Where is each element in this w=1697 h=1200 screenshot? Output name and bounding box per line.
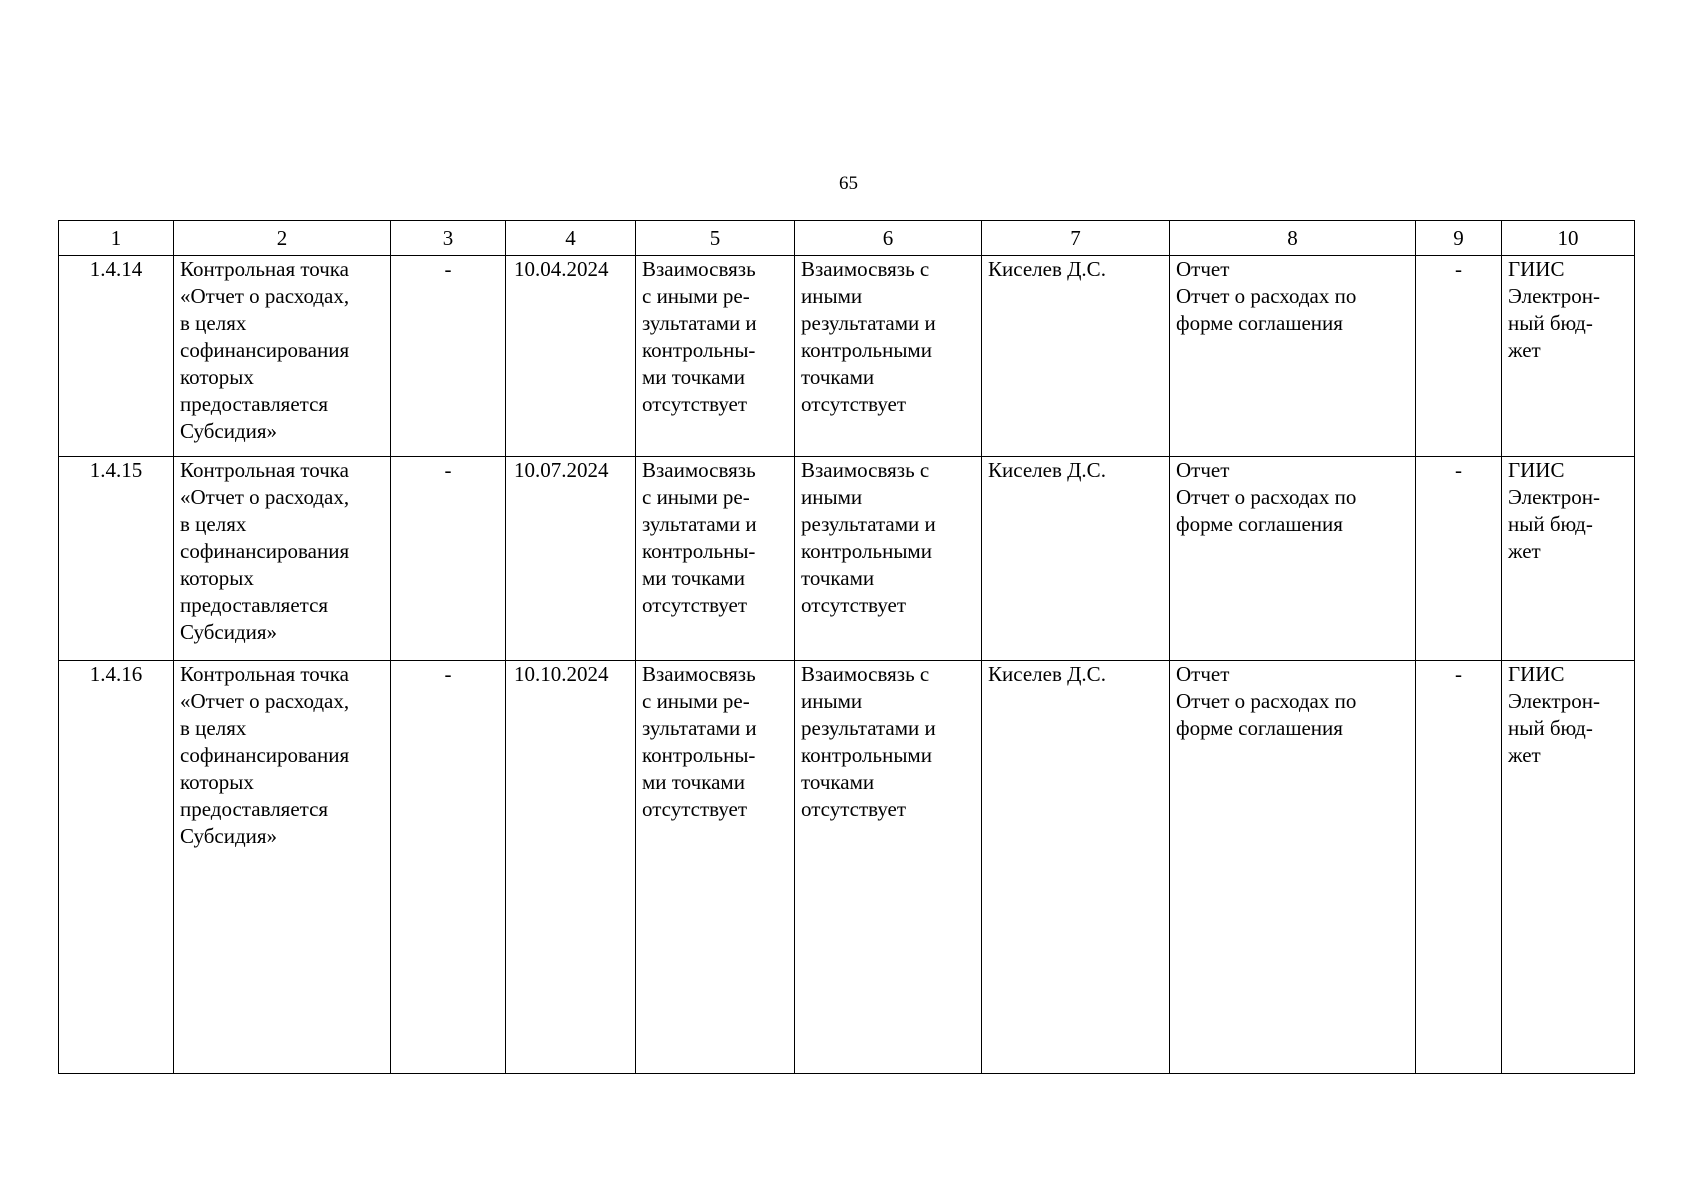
column-header-2: 2 [174, 221, 391, 256]
cell-line: в целях [180, 311, 247, 335]
cell-line: Контрольная точка [180, 662, 350, 686]
cell-line: результатами и [801, 311, 936, 335]
cell-line: отсутствует [642, 593, 748, 617]
cell-line: ГИИС [1508, 662, 1565, 686]
cell-line: с иными ре- [642, 485, 750, 509]
cell-line: ГИИС [1508, 458, 1565, 482]
cell-line: контрольны- [642, 743, 756, 767]
cell-line: «Отчет о расходах, [180, 284, 350, 308]
cell-line: софинансирования [180, 338, 350, 362]
row-number-cell: 1.4.15 [59, 457, 174, 661]
cell-line: форме соглашения [1176, 311, 1343, 335]
column-header-9: 9 [1416, 221, 1502, 256]
cell-line: Отчет о расходах по [1176, 689, 1357, 713]
column-9-cell: - [1416, 661, 1502, 1074]
cell-line: контрольны- [642, 539, 756, 563]
cell-line: отсутствует [801, 392, 907, 416]
responsible-cell: Киселев Д.С. [982, 661, 1170, 1074]
cell-line: отсутствует [642, 392, 748, 416]
cell-line: ми точками [642, 365, 745, 389]
system-cell [1502, 256, 1635, 457]
cell-line: Контрольная точка [180, 257, 350, 281]
cell-line: точками [801, 770, 875, 794]
cell-line: софинансирования [180, 539, 350, 563]
column-3-cell: - [391, 457, 506, 661]
date-cell: 10.04.2024 [506, 256, 636, 457]
row-number-cell: 1.4.14 [59, 256, 174, 457]
row-number-cell: 1.4.16 [59, 661, 174, 1074]
column-header-8: 8 [1170, 221, 1416, 256]
system-cell [1502, 457, 1635, 661]
cell-line: Взаимосвязь [642, 257, 756, 281]
responsible-cell: Киселев Д.С. [982, 256, 1170, 457]
table-row [59, 661, 1635, 1074]
cell-line: Взаимосвязь [642, 458, 756, 482]
cell-line: ный бюд- [1508, 512, 1593, 536]
relation-next-cell [795, 256, 982, 457]
cell-line: иными [801, 689, 863, 713]
column-3-cell: - [391, 661, 506, 1074]
cell-line: Отчет [1176, 662, 1230, 686]
cell-line: Электрон- [1508, 284, 1600, 308]
cell-line: результатами и [801, 512, 936, 536]
milestones-table [58, 220, 1635, 1074]
milestone-name-cell [174, 661, 391, 1074]
cell-line: Субсидия» [180, 419, 278, 443]
milestone-name-cell [174, 457, 391, 661]
cell-line: в целях [180, 512, 247, 536]
cell-line: предоставляется [180, 392, 329, 416]
cell-line: контрольны- [642, 338, 756, 362]
cell-line: Взаимосвязь с [801, 458, 930, 482]
cell-line: ный бюд- [1508, 716, 1593, 740]
relation-prev-cell [636, 256, 795, 457]
cell-line: Контрольная точка [180, 458, 350, 482]
cell-line: отсутствует [801, 593, 907, 617]
cell-line: ми точками [642, 770, 745, 794]
cell-line: жет [1508, 743, 1541, 767]
system-cell [1502, 661, 1635, 1074]
cell-line: жет [1508, 338, 1541, 362]
cell-line: Субсидия» [180, 620, 278, 644]
column-header-4: 4 [506, 221, 636, 256]
cell-line: ный бюд- [1508, 311, 1593, 335]
cell-line: Электрон- [1508, 689, 1600, 713]
cell-line: жет [1508, 539, 1541, 563]
document-cell [1170, 661, 1416, 1074]
column-header-10: 10 [1502, 221, 1635, 256]
cell-line: иными [801, 284, 863, 308]
column-header-1: 1 [59, 221, 174, 256]
cell-line: Электрон- [1508, 485, 1600, 509]
responsible-cell: Киселев Д.С. [982, 457, 1170, 661]
table-row [59, 457, 1635, 661]
cell-line: софинансирования [180, 743, 350, 767]
cell-line: зультатами и [642, 716, 757, 740]
cell-line: с иными ре- [642, 284, 750, 308]
cell-line: Взаимосвязь с [801, 257, 930, 281]
cell-line: с иными ре- [642, 689, 750, 713]
cell-line: форме соглашения [1176, 716, 1343, 740]
column-9-cell: - [1416, 457, 1502, 661]
cell-line: ГИИС [1508, 257, 1565, 281]
cell-line: Субсидия» [180, 824, 278, 848]
cell-line: контрольными [801, 539, 932, 563]
document-cell [1170, 256, 1416, 457]
date-cell: 10.10.2024 [506, 661, 636, 1074]
column-header-6: 6 [795, 221, 982, 256]
table-header-row [59, 221, 1635, 256]
document-cell [1170, 457, 1416, 661]
page-number: 65 [839, 173, 858, 194]
cell-line: зультатами и [642, 512, 757, 536]
cell-line: Взаимосвязь [642, 662, 756, 686]
cell-line: Отчет о расходах по [1176, 284, 1357, 308]
relation-next-cell [795, 457, 982, 661]
cell-line: предоставляется [180, 593, 329, 617]
table-row [59, 256, 1635, 457]
cell-line: зультатами и [642, 311, 757, 335]
cell-line: результатами и [801, 716, 936, 740]
cell-line: ми точками [642, 566, 745, 590]
cell-line: которых [180, 365, 254, 389]
relation-next-cell [795, 661, 982, 1074]
cell-line: контрольными [801, 743, 932, 767]
cell-line: в целях [180, 716, 247, 740]
cell-line: форме соглашения [1176, 512, 1343, 536]
column-header-7: 7 [982, 221, 1170, 256]
cell-line: отсутствует [642, 797, 748, 821]
cell-line: Отчет [1176, 257, 1230, 281]
cell-line: контрольными [801, 338, 932, 362]
date-cell: 10.07.2024 [506, 457, 636, 661]
milestone-name-cell [174, 256, 391, 457]
cell-line: предоставляется [180, 797, 329, 821]
cell-line: «Отчет о расходах, [180, 485, 350, 509]
cell-line: точками [801, 566, 875, 590]
column-3-cell: - [391, 256, 506, 457]
cell-line: которых [180, 770, 254, 794]
column-header-5: 5 [636, 221, 795, 256]
cell-line: Отчет о расходах по [1176, 485, 1357, 509]
cell-line: иными [801, 485, 863, 509]
cell-line: которых [180, 566, 254, 590]
cell-line: «Отчет о расходах, [180, 689, 350, 713]
column-header-3: 3 [391, 221, 506, 256]
cell-line: Отчет [1176, 458, 1230, 482]
cell-line: Взаимосвязь с [801, 662, 930, 686]
column-9-cell: - [1416, 256, 1502, 457]
cell-line: точками [801, 365, 875, 389]
relation-prev-cell [636, 457, 795, 661]
relation-prev-cell [636, 661, 795, 1074]
cell-line: отсутствует [801, 797, 907, 821]
